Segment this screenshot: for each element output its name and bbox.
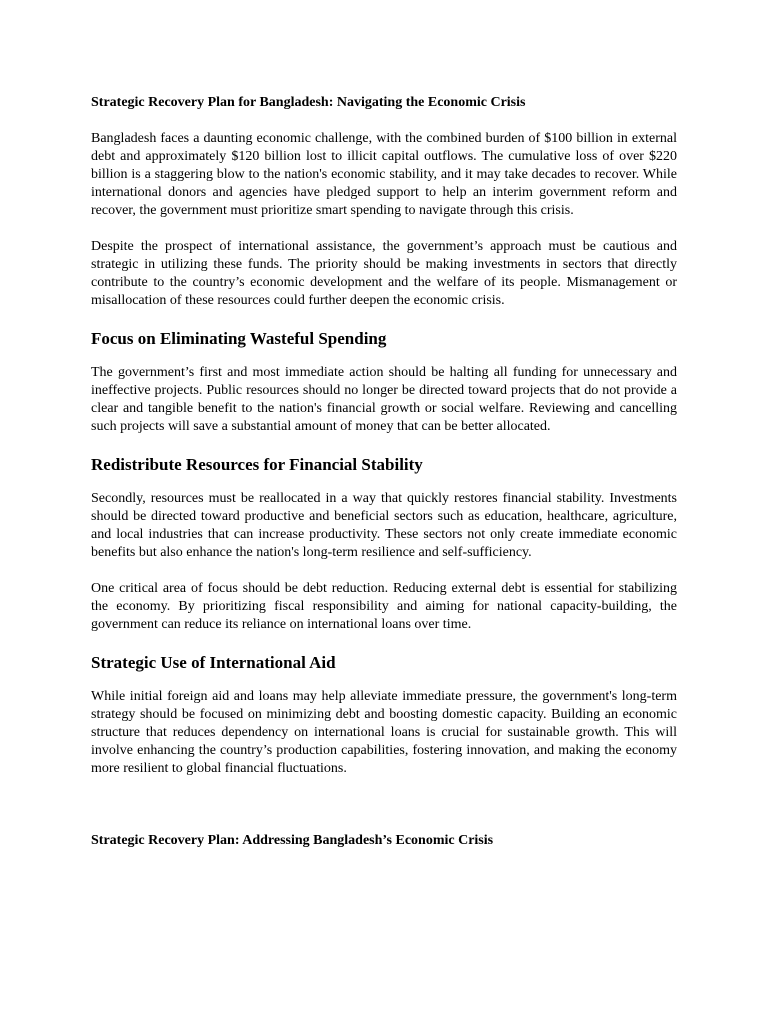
blank-space [91, 796, 677, 832]
document-page [91, 94, 677, 868]
intro-paragraph-1: Bangladesh faces a daunting economic challenge, with the combined burden of $100 billion in external debt and approximately $120 billion lost to illicit capital outflows. The cumulative loss of over $220 billion is a staggering blow to the nation's economic stability, and it may take decades to recover. While international donors and agencies have pledged support to help an interim government reform and recover, the government must prioritize smart spending to navigate through this crisis. [91, 131, 677, 218]
section-paragraph: Secondly, resources must be reallocated in a way that quickly restores financial stability. Investments should be directed toward productive and beneficial sectors such as education, healthcare, agriculture, and local industries that can increase productivity. These sectors not only create immediate economic benefits but also enhance the nation's long-term resilience and self-sufficiency. [91, 491, 677, 560]
section-paragraph: While initial foreign aid and loans may help alleviate immediate pressure, the government's long-term strategy should be focused on minimizing debt and boosting domestic capacity. Building an economic structure that reduces dependency on international loans is crucial for sustainable growth. This will involve enhancing the country’s production capabilities, fostering innovation, and making the economy more resilient to global financial fluctuations. [91, 689, 677, 776]
second-document-title: Strategic Recovery Plan: Addressing Bangladesh’s Economic Crisis [91, 833, 494, 848]
section-heading-international-aid: Strategic Use of International Aid [91, 653, 336, 672]
document-title: Strategic Recovery Plan for Bangladesh: Navigating the Economic Crisis [91, 95, 526, 110]
intro-paragraph-2: Despite the prospect of international assistance, the government’s approach must be cautious and strategic in utilizing these funds. The priority should be making investments in sectors that directly contribute to the country’s economic development and the welfare of its people. Mismanagement or misallocation of these resources could further deepen the economic crisis. [91, 239, 677, 308]
section-paragraph: One critical area of focus should be debt reduction. Reducing external debt is essential for stabilizing the economy. By prioritizing fiscal responsibility and aiming for national capacity-building, the government can reduce its reliance on international loans over time. [91, 581, 677, 632]
section-heading-wasteful-spending: Focus on Eliminating Wasteful Spending [91, 329, 387, 348]
section-paragraph: The government’s first and most immediate action should be halting all funding for unnecessary and ineffective projects. Public resources should no longer be directed toward projects that do not provide a clear and tangible benefit to the nation's financial growth or social welfare. Reviewing and cancelling such projects will save a substantial amount of money that can be better allocated. [91, 365, 677, 434]
section-heading-redistribute-resources: Redistribute Resources for Financial Stability [91, 455, 423, 474]
